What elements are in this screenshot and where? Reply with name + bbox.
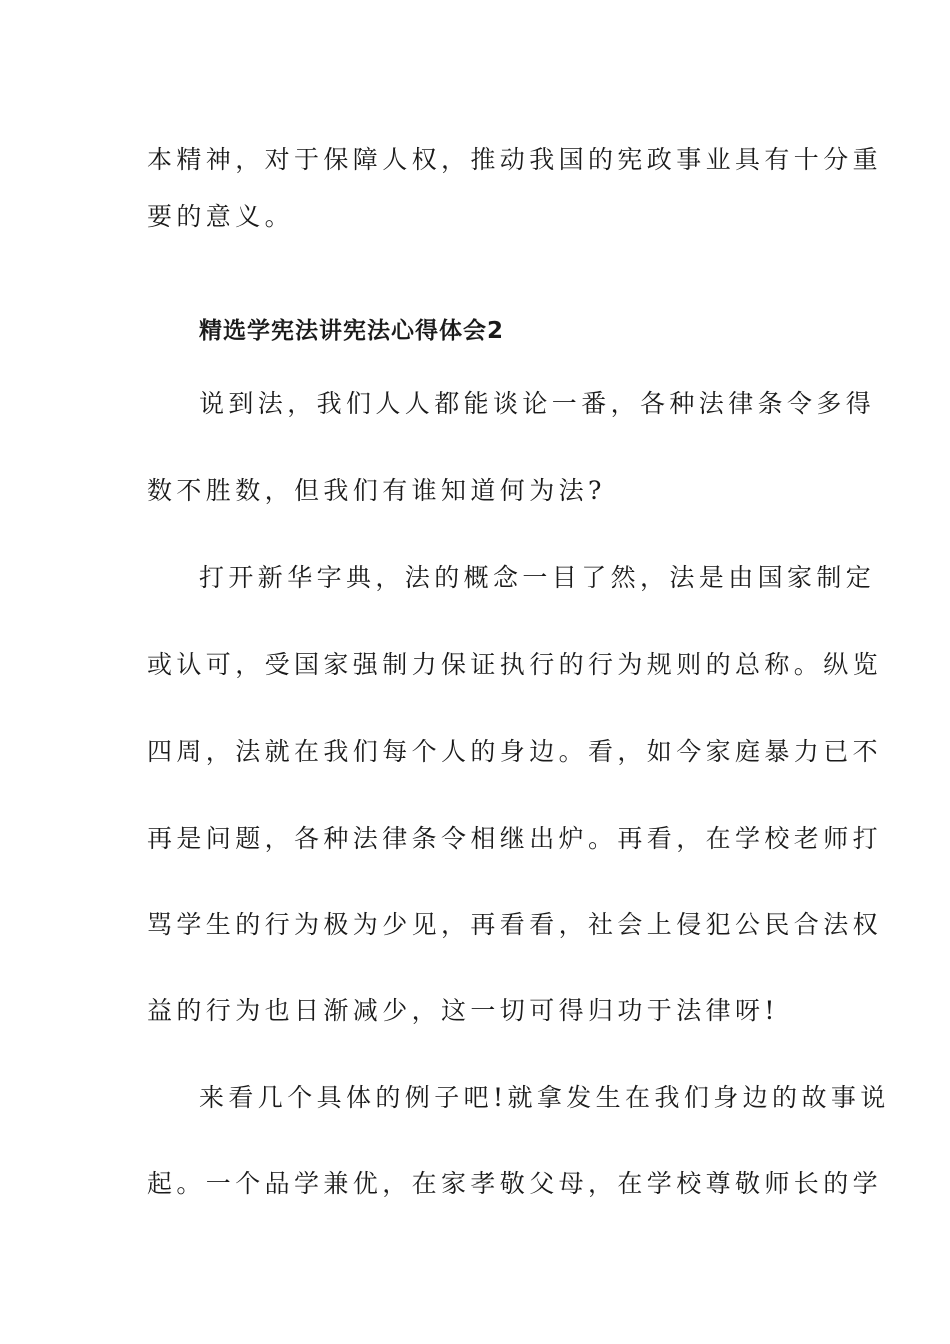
text-line: 或认可，受国家强制力保证执行的行为规则的总称。纵览 bbox=[147, 650, 883, 679]
text-line: 四周，法就在我们每个人的身边。看，如今家庭暴力已不 bbox=[147, 737, 883, 766]
text-line: 再是问题，各种法律条令相继出炉。再看，在学校老师打 bbox=[147, 824, 883, 853]
text-line: 打开新华字典，法的概念一目了然，法是由国家制定 bbox=[199, 563, 876, 592]
section-heading: 精选学宪法讲宪法心得体会2 bbox=[199, 318, 505, 344]
text-line: 起。一个品学兼优，在家孝敬父母，在学校尊敬师长的学 bbox=[147, 1169, 883, 1198]
text-line: 益的行为也日渐减少，这一切可得归功于法律呀! bbox=[147, 996, 779, 1025]
text-line: 本精神，对于保障人权，推动我国的宪政事业具有十分重 bbox=[147, 145, 883, 174]
text-line: 来看几个具体的例子吧!就拿发生在我们身边的故事说 bbox=[199, 1083, 890, 1112]
text-line: 要的意义。 bbox=[147, 202, 295, 231]
text-line: 数不胜数，但我们有谁知道何为法? bbox=[147, 476, 606, 505]
text-line: 说到法，我们人人都能谈论一番，各种法律条令多得 bbox=[199, 389, 876, 418]
text-line: 骂学生的行为极为少见，再看看，社会上侵犯公民合法权 bbox=[147, 910, 883, 939]
